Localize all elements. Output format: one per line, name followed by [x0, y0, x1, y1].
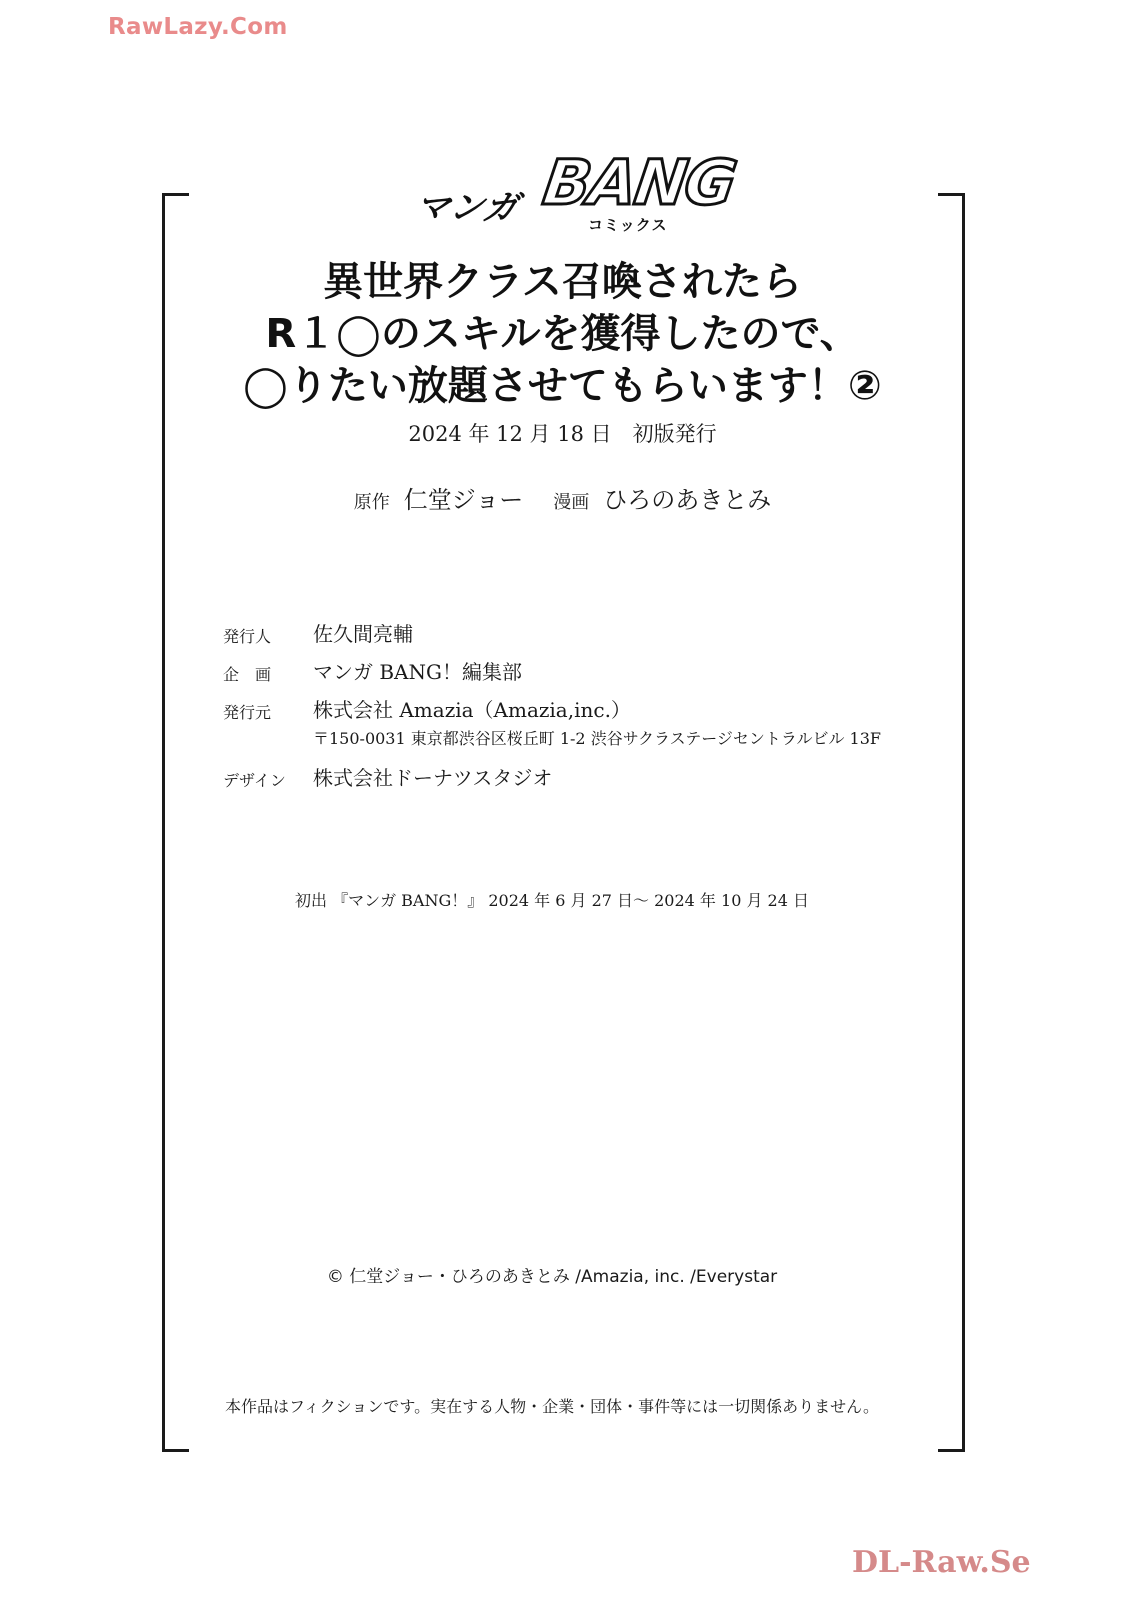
logo-comics-text: コミックス: [588, 216, 668, 234]
logo-manga-text: マンガ: [411, 188, 521, 228]
title-line-3: ◯りたい放題させてもらいます！②: [243, 363, 882, 409]
copyright-notice: © 仁堂ジョー・ひろのあきとみ /Amazia, inc. /Everystar: [326, 1267, 778, 1287]
first-publication: 初出 『マンガ BANG！』 2024 年 6 月 27 日～ 2024 年 10 月 24 日: [295, 891, 809, 910]
credit-value: 株式会社ドーナツスタジオ: [313, 766, 553, 790]
credit-label: デザイン: [223, 771, 286, 790]
title-line-2: R１◯のスキルを獲得したので、: [265, 311, 860, 357]
watermark-top: RawLazy.Com: [108, 14, 288, 40]
credit-label: 発行元: [223, 703, 272, 722]
credit-value: 佐久間亮輔: [313, 622, 413, 646]
credit-value: 株式会社 Amazia（Amazia,inc.）: [313, 698, 631, 722]
manga-bang-logo: [411, 146, 740, 236]
authors-line: [0, 480, 1125, 515]
watermark-bottom: DL-Raw.Se: [852, 1545, 1031, 1580]
credits-block: [223, 618, 923, 800]
credit-label: 発行人: [223, 627, 272, 646]
credit-row-planning: [223, 656, 923, 694]
logo-bang-text: BANG: [538, 146, 740, 219]
credit-value: マンガ BANG！編集部: [313, 660, 522, 684]
manga-artist: ひろのあきとみ: [603, 486, 772, 514]
issuer-address: 〒150-0031 東京都渋谷区桜丘町 1-2 渋谷サクラステージセントラルビル 13F: [313, 729, 881, 748]
original-author: 仁堂ジョー: [403, 486, 524, 514]
credit-label: 企 画: [223, 665, 272, 684]
publication-date: 2024 年 12 月 18 日 初版発行: [408, 422, 717, 446]
book-title: [0, 256, 1125, 412]
title-line-1: 異世界クラス召喚されたら: [323, 259, 802, 305]
credit-row-address: [223, 729, 923, 762]
credit-row-publisher: [223, 618, 923, 656]
manga-artist-label: 漫画: [553, 492, 590, 513]
fiction-disclaimer: 本作品はフィクションです。実在する人物・企業・団体・事件等には一切関係ありません。: [224, 1397, 880, 1416]
original-author-label: 原作: [353, 492, 390, 513]
credit-row-design: [223, 762, 923, 800]
